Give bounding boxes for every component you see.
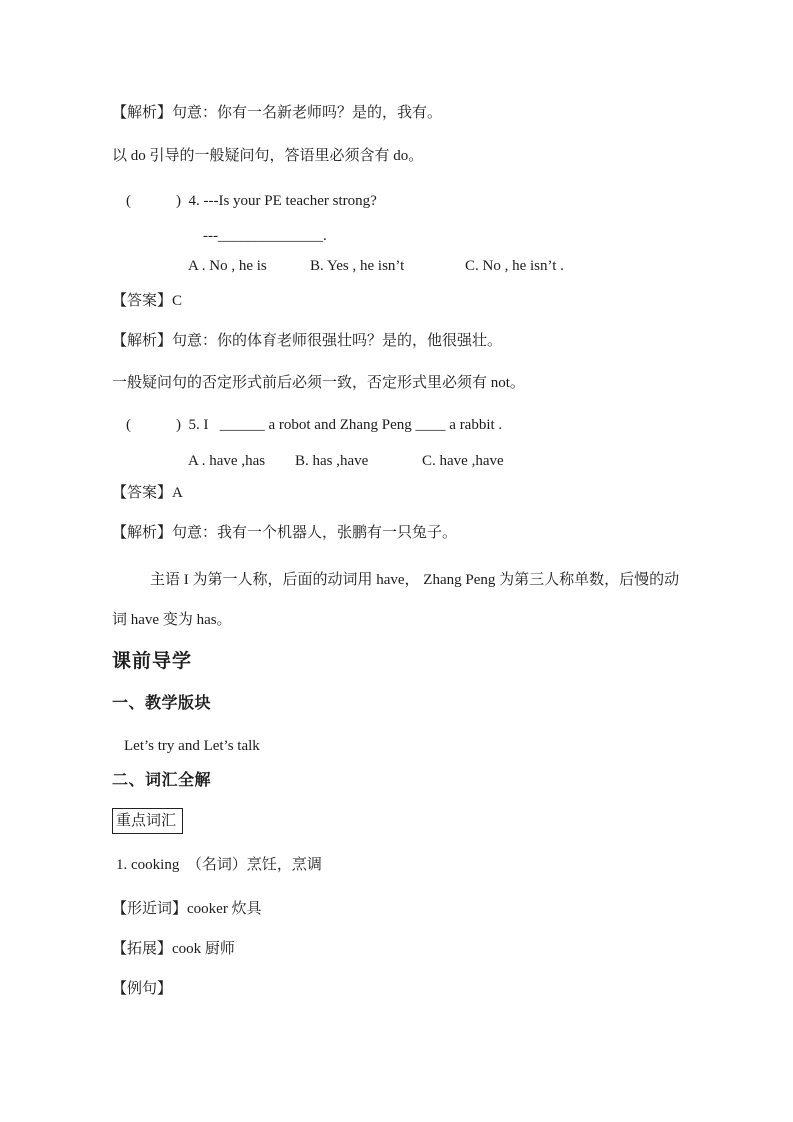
analysis-q5-detail: 主语 I 为第一人称，后面的动词用 have， Zhang Peng 为第三人称单数，后慢的动词 have 变为 has。 <box>112 572 680 628</box>
option-a: A . have ,has <box>188 453 266 469</box>
option-b: B. has ,have <box>295 453 369 469</box>
question-4: ( ) 4. ---Is your PE teacher strong? <box>126 193 377 209</box>
keyword-box: 重点词汇 <box>112 808 183 834</box>
grammar-note-q4: 一般疑问句的否定形式前后必须一致，否定形式里必须有 not。 <box>112 375 525 391</box>
analysis-q3: 【解析】句意：你有一名新老师吗？是的，我有。 <box>112 105 443 121</box>
heading-section-2: 二、词汇全解 <box>112 772 212 789</box>
section-1-content: Let’s try and Let’s talk <box>124 738 260 754</box>
vocab-example: 【例句】 <box>112 981 173 997</box>
answer-q4: 【答案】C <box>112 293 183 309</box>
analysis-q4: 【解析】句意：你的体育老师很强壮吗？是的，他很强壮。 <box>112 333 503 349</box>
option-c: C. have ,have <box>422 453 504 469</box>
heading-preclass: 课前导学 <box>112 651 193 672</box>
question-4-blank: ---______________. <box>203 228 327 244</box>
question-5-options <box>112 451 681 471</box>
option-b: B. Yes , he isn’t <box>310 258 405 274</box>
vocab-item-1: 1. cooking （名词）烹饪，烹调 <box>116 857 322 873</box>
keyword-box-line <box>112 808 681 834</box>
vocab-similar: 【形近词】cooker 炊具 <box>112 901 262 917</box>
option-c: C. No , he isn’t . <box>465 258 564 274</box>
analysis-q5: 【解析】句意：我有一个机器人，张鹏有一只兔子。 <box>112 525 458 541</box>
option-a: A . No , he is <box>188 258 267 274</box>
question-4-options <box>112 256 681 276</box>
vocab-extension: 【拓展】cook 厨师 <box>112 941 235 957</box>
answer-q5: 【答案】A <box>112 485 183 501</box>
grammar-note-q3: 以 do 引导的一般疑问句，答语里必须含有 do。 <box>112 148 424 164</box>
heading-section-1: 一、教学版块 <box>112 695 212 712</box>
question-5: ( ) 5. I ______ a robot and Zhang Peng ____ a rabbit . <box>126 417 503 433</box>
